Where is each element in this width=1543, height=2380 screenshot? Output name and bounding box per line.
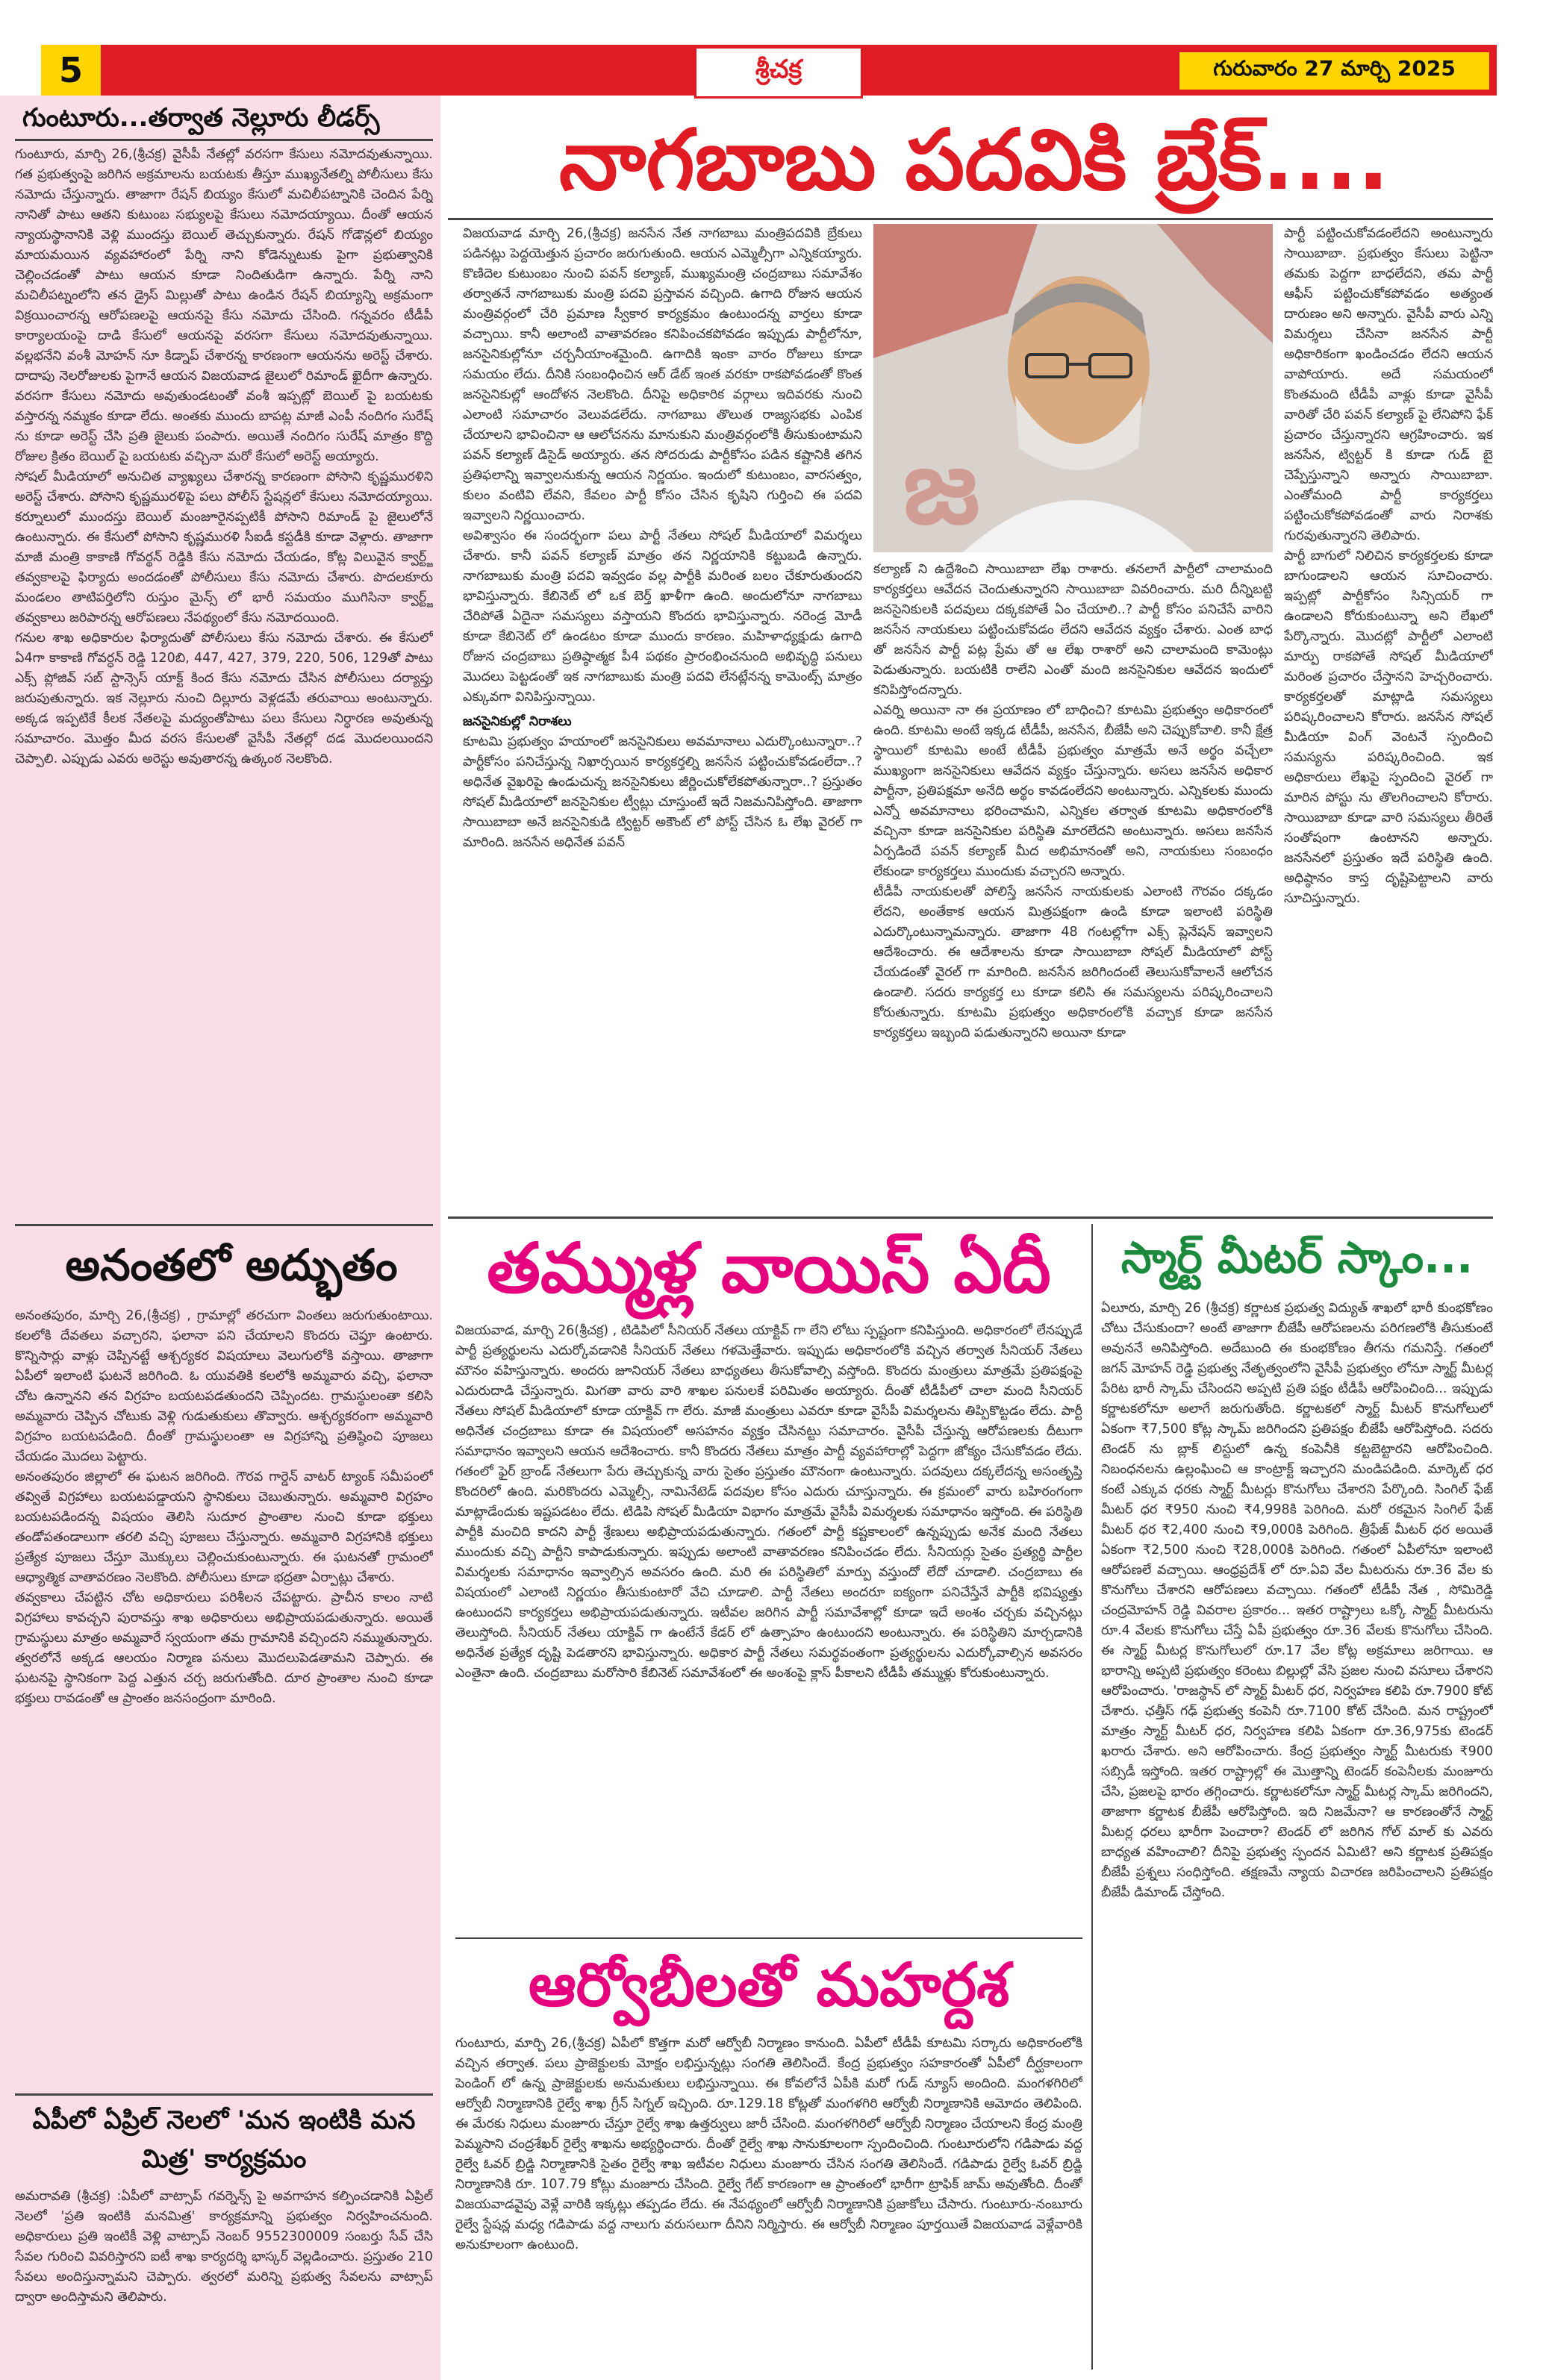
left-story-body: [15, 145, 433, 1219]
left-divider-1: [15, 1224, 433, 1226]
column-separator: [1091, 1224, 1093, 2370]
main-subhead: జనసైనికుల్లో నిరాశలు: [463, 714, 572, 729]
masthead-logo: శ్రీచక్ర: [694, 46, 863, 99]
left-story-para: గనుల శాఖ అధికారుల ఫిర్యాదుతో పోలీసులు కేసు నమోదు చేశారు. ఈ కేసులో ఏ4గా కాకాణి గోవర్ధన్ రెడ్డి 120బి, 447, 427, 379, 220, 506, 129తో పాటు ఎక్స్ ప్లోజివ్ సబ్ స్టాన్సెస్ యాక్ట్ కింద కేసు నమోదు చేసిన పోలీసులు దర్యాప్తు జరుపుతున్నారు. ఇక నెల్లూరు నుంచి దిల్లూరు వెళ్లడమే తరువాయి అంటున్నారు. అక్కడ ఇప్పటికే కీలక నేతలపై మద్యంతోపాటు పలు కేసులు నిర్ధారణ అవుతున్న సమాచారం. మొత్తం మీద వరస కేసులతో వైసీపీ నేతల్లో దడ మొదలయిందని చెప్పాలి. ఎప్పుడు ఎవరు అరెస్టు అవుతారన్న ఉత్కంఠ నెలకొంది.: [15, 631, 433, 766]
anantha-para: అనంతపురం జిల్లాలో ఈ ఘటన జరిగింది. గౌరవ గార్డెన్ వాటర్ ట్యాంక్ సమీపంలో తవ్వితే విగ్రహాలు బయటపడ్డాయని స్థానికులు చెబుతున్నారు. అమ్మవారి విగ్రహం బయటపడిందన్న విషయం తెలిసి సుదూర ప్రాంతాల నుంచి కూడా భక్తులు తండోపతండాలుగా తరలి వచ్చి పూజలు చేస్తున్నారు. అమ్మవారి విగ్రహానికి భక్తులు ప్రత్యేక పూజలు చేస్తూ మొక్కులు చెల్లించుకుంటున్నారు. ఈ ఘటనతో గ్రామంలో ఆధ్యాత్మిక వాతావరణం నెలకొంది. పోలీసులు కూడా భద్రతా ఏర్పాట్లు చేశారు.: [15, 1469, 433, 1585]
main-body-mid: [873, 560, 1273, 1209]
april-body: అమరావతి (శ్రీచక్ర) :ఏపీలో వాట్సాప్ గవర్నెన్స్ పై అవగాహన కల్పించడానికి ఏప్రిల్ నెలలో 'ప్రతి ఇంటికి మనమిత్ర' కార్యక్రమాన్ని ప్రభుత్వం నిర్వహించనుంది. అధికారులు ప్రతి ఇంటికీ వెళ్లి వాట్సాప్ నెంబర్ 9552300009 సంబర్తు సేవ్ చేసి సేవల గురించి వివరిస్తారని ఐటీ శాఖ కార్యదర్శి భాస్కర్ వెల్లడించారు. ప్రస్తుతం 210 సేవలు అందిస్తున్నామని చెప్పారు. త్వరలో మరిన్ని ప్రభుత్వ సేవలను వాట్సాప్ ద్వారా అందిస్తామని తెలిపారు.: [15, 2189, 433, 2305]
thammulla-headline: తమ్ముళ్ల వాయిస్ ఏదీ: [487, 1228, 1051, 1308]
main-body-para: టీడీపీ నాయకులతో పోలిస్తే జనసేన నాయకులకు ఎలాంటి గౌరవం దక్కడం లేదని, అంతేకాక ఆయన మిత్రపక్షంగా ఉండి కూడా ఇలాంటి పరిస్థితి ఎదుర్కొంటున్నామన్నారు. తాజాగా 48 గంటల్లోగా ఎక్స్ ప్లెనేషన్ ఇవ్వాలని ఆదేశించారు. ఈ ఆదేశాలను కూడా సాయిబాబా సోషల్ మీడియాలో పోస్ట్ చేయడంతో వైరల్ గా మారింది. జనసేన జరిగిందంటే తెలుసుకోవాలనే ఆలోచన ఉండాలి. సదరు కార్యకర్త లు కూడా కలిసి ఈ సమస్యలను పరిష్కరించాలని కోరుతున్నారు. కూటమి ప్రభుత్వం అధికారంలోకి వచ్చాక కూడా జనసేన కార్యకర్తలు ఇబ్బంది పడుతున్నారని అయినా కూడా: [873, 884, 1273, 1040]
main-body-para: అవిశ్వాసం ఈ సందర్భంగా పలు పార్టీ నేతలు సోషల్ మీడియాలో విమర్శలు చేశారు. కానీ పవన్ కల్యాణ్ మాత్రం తన నిర్ణయానికి కట్టుబడి ఉన్నారు. నాగబాబుకు మంత్రి పదవి ఇవ్వడం వల్ల పార్టీకి మరింత బలం చేకూరుతుందని భావిస్తున్నారు. కేబినెట్ లో ఒక బెర్త్ ఖాళీగా ఉంది. అందులోనూ నాగబాబు చేరిపోతే ఏదైనా సమస్యలు వస్తాయని కొందరు భావిస్తున్నారు. నరెండ్ర మోడీ కూడా కేబినెట్ లో ఉండటం కూడా ముందు కారణం. మహిళాధ్యక్షుడు ఉగాది రోజున చంద్రబాబు ప్రతిష్ఠాత్మక పీ4 పథకం ప్రారంభించనుంది అభివృద్ధి పనులు మొదలు పెట్టడంతో ఇక నాగబాబుకు మంత్రి పదవి లేనట్లేనన్న కామెంట్స్ మాత్రం ఎక్కువగా వినిపిస్తున్నాయి.: [463, 528, 862, 705]
left-headline-rule: [15, 139, 433, 141]
anantha-para: తవ్వకాలు చేపట్టిన చోట అధికారులు పరిశీలన చేపట్టారు. ప్రాచీన కాలం నాటి విగ్రహాలు కావచ్చని పురావస్తు శాఖ అధికారులు అభిప్రాయపడుతున్నారు. అయితే గ్రామస్థులు మాత్రం అమ్మవారే స్వయంగా తమ గ్రామానికి వచ్చిందని నమ్ముతున్నారు. త్వరలోనే అక్కడ ఆలయం నిర్మాణ పనులు మొదలుపెడతామని చెప్పారు. ఈ ఘటనపై స్థానికంగా పెద్ద ఎత్తున చర్చ జరుగుతోంది. దూర ప్రాంతాల నుంచి కూడా భక్తులు రావడంతో ఆ ప్రాంతం జనసంద్రంగా మారింది.: [15, 1590, 433, 1706]
anantha-body: [15, 1306, 433, 2082]
rob-headline: ఆర్వోబీలతో మహర్దశ: [528, 1950, 1010, 2020]
main-story-photo: [873, 224, 1273, 552]
main-headline: నాగబాబు పదవికి బ్రేక్....: [559, 112, 1389, 209]
left-story-para: గుంటూరు, మార్చి 26,(శ్రీచక్ర) వైసీపీ నేతల్లో వరసగా కేసులు నమోదవుతున్నాయి. గత ప్రభుత్వంపై జరిగిన అక్రమాలను బయటకు తీస్తూ ముఖ్యనేతల్ని పోలీసులు కేసు నమోదు చేస్తున్నారు. తాజాగా రేషన్ బియ్యం కేసులో మచిలీపట్నానికి చెందిన పేర్ని నానితో పాటు ఆతని కుటుంబ సభ్యులపై కేసులు నమోదయ్యాయి. దీంతో ఆయన న్యాయస్థానానికి వెళ్లి ముందస్తు బెయిల్ తెచ్చుకున్నారు. రేషన్ గోడౌన్లలో బియ్యం మాయమయిన వ్యవహారంలో పేర్ని నాని కోడెన్నుటుకు పైగా ప్రభుత్వానికి చెల్లించడంతో పాటు ఆయన కూడా నిందితుడిగా ఉన్నారు. పేర్ని నాని మచిలీపట్నంలోని తన డ్రైస్ మిల్లుతో పాటు ఉండిన రేషన్ బియ్యాన్ని అక్రమంగా విక్రయించారన్న ఆరోపణలపై ఆయనపై కేసు నమోదు చేసింది. గన్నవరం టీడీపీ కార్యాలయంపై దాడి కేసులో ఆయనపై వరసగా కేసులు నమోదవుతున్నాయి. వల్లభనేని వంశీ మోహన్ నూ కిడ్నాప్ చేశారన్న కారణంగా ఆయనను అరెస్ట్ చేశారు. దాదాపు నెలరోజులకు పైగానే ఆయన విజయవాడ జైలులో రిమాండ్ ఖైదీగా ఉన్నారు. వరసగా కేసులు నమోదు అవుతుండటంతో వంశీ ఇప్పట్లో బెయిల్ పై బయటకు వస్తారన్న నమ్మకం కూడా లేదు. అంతకు ముందు బాపట్ల మాజీ ఎంపీ నందిగం సురేష్ ను కూడా అరెస్ట్ చేసి ప్రతి జైలుకు పంపారు. అయితే నందిగం సురేష్ మాత్రం కొద్ది రోజుల క్రితం బెయిల్ పై బయటకు వచ్చినా మరో కేసులో అరెస్ట్ అయ్యారు.: [15, 147, 433, 464]
rob-top-rule: [455, 1937, 1082, 1939]
svg-text:జ: జ: [903, 426, 980, 548]
left-story-headline: గుంటూరు...తర్వాత నెల్లూరు లీడర్స్: [22, 103, 380, 133]
main-body-para: విజయవాడ మార్చి 26,(శ్రీచక్ర) జనసేన నేత నాగబాబు మంత్రిపదవికి బ్రేకులు పడినట్లు పెద్దయెత్తున ప్రచారం జరుగుతుంది. ఆయన ఎమ్మెల్సీగా ఎన్నికయ్యారు. కొణిదెల కుటుంబం నుంచి పవన్ కల్యాణ్, ముఖ్యమంత్రి చంద్రబాబు సమావేశం తర్వాతనే నాగబాబుకు మంత్రి పదవి ప్రస్తావన వచ్చింది. ఉగాది రోజున ఆయన మంత్రివర్గంలో చేరి ప్రమాణ స్వీకార కార్యక్రమం ఉంటుందన్న వార్తలు కూడా వచ్చాయి. కానీ అలాంటి వాతావరణం కనిపించకపోవడం ఇప్పుడు పార్టీలోనూ, జనసైనికుల్లోనూ చర్చనీయాంశమైంది. ఉగాదికి ఇంకా వారం రోజులు కూడా సమయం లేదు. దీనికి సంబంధించిన ఆర్ డేట్ ఇంత వరకూ రాకపోవడంతో కొంత జనసైనికుల్లో ఆందోళన నెలకొంది. దీనిపై అధికారిక వర్గాలు ఇదివరకు నుంచి ఎలాంటి సమాచారం వెలువడలేదు. నాగబాబు తొలుత రాజ్యసభకు ఎంపిక చేయాలని భావించినా ఆ ఆలోచనను మానుకుని మంత్రివర్గంలోకి తీసుకుంటామని పవన్ కల్యాణ్ డిసైడ్ అయ్యారు. తన సోదరుడు పార్టీకోసం పడిన కష్టానికి తగిన ప్రతిఫలాన్ని ఇవ్వాలనుకున్న ఆయన నిర్ణయం. ఇందులో కుటుంబం, వారసత్వం, కులం వంటివి లేవని, కేవలం పార్టీ కోసం చేసిన కృషిని గుర్తించి ఈ పదవి ఇవ్వాలని నిర్ణయించారు.: [463, 226, 862, 523]
smartmeter-body: ఏలూరు, మార్చి 26 (శ్రీచక్ర) కర్ణాటక ప్రభుత్వ విద్యుత్ శాఖలో భారీ కుంభకోణం చోటు చేసుకుందా? అంటే తాజాగా బీజేపీ ఆరోపణలను పరిగణలోకి తీసుకుంటే అవుననే అనిపిస్తోంది. అదేబుంది ఈ కుంభకోణం తీగను గమనిస్తే. గతంలో జగన్ మోహన్ రెడ్డి ప్రభుత్వ నేతృత్వంలోని వైసీపీ ప్రభుత్వం లోనూ స్మార్ట్ మీటర్ల పేరిట భారీ స్కామ్ చేసిందని అప్పటి ప్రతి పక్షం టీడీపీ ఆరోపించింది... ఇప్పుడు కర్ణాటకలోనూ అలాగే జరుగుతోంది. కర్ణాటకలో స్మార్ట్ మీటర్ కొనుగోలులో ఏకంగా ₹7,500 కోట్ల స్కామ్ జరిగిందని ప్రతిపక్షం బీజేపీ ఆరోపిస్తోంది. సదరు టెండర్ ను బ్లాక్ లిస్టులో ఉన్న కంపెనీకి కట్టబెట్టారని ఆరోపించింది. నిబంధనలను ఉల్లంఘించి ఆ కాంట్రాక్ట్ ఇచ్చారని మండిపడింది. మార్కెట్ ధర కంటే ఎక్కువ ధరకు స్మార్ట్ మీటర్లు కొనుగోలు చేశారని పేర్కొంది. సింగిల్ ఫేజ్ మీటర్ ధర ₹950 నుంచి ₹4,998కి పెరిగింది. మరో రకమైన సింగిల్ ఫేజ్ మీటర్ ధర ₹2,400 నుంచి ₹9,000కి పెరిగింది. త్రీఫేజ్ మీటర్ ధర అయితే ఏకంగా ₹2,500 నుంచి ₹28,000కి పెరిగింది. గతంలో ఏపీలోనూ ఇలాంటి ఆరోపణలే వచ్చాయి. ఆంధ్రప్రదేశ్ లో రూ.ఏవి వేల మీటరును రూ.36 వేల కు కొనుగోలు చేశారని ఆరోపణలు వచ్చాయి. గతంలో టీడీపీ నేత , సోమిరెడ్డి చంద్రమోహన్ రెడ్డి వివరాల ప్రకారం... ఇతర రాష్ట్రాలు ఒక్కో స్మార్ట్ మీటరును రూ.4 వేలకు కొనుగోలు చేస్తే ఏపీ ప్రభుత్వం రూ.36 వేలకు కొనుగోలు చేసింది. ఈ స్మార్ట్ మీటర్ల కొనుగోలులో రూ.17 వేల కోట్ల అక్రమాలు జరిగాయి. ఆ భారాన్ని అప్పటి ప్రభుత్వం కరెంటు బిల్లుల్లో వేసి ప్రజల నుంచి వసూలు చేశారని ఆరోపించారు. 'రాజస్థాన్ లో స్మార్ట్ మీటర్ ధర, నిర్వహణ కలిపి రూ.7900 కోట్ చేశారు. ఛత్తీస్ గఢ్ ప్రభుత్వ కంపెనీ రూ.7100 కోట్ చేసింది. మన రాష్ట్రంలో మాత్రం స్మార్ట్ మీటర్ ధర, నిర్వహణ కలిపి ఏకంగా రూ.36,975కు టెండర్ ఖరారు చేశారు. అని ఆరోపించారు. కేంద్ర ప్రభుత్వం స్మార్ట్ మీటరుకు ₹900 సబ్సిడీ ఇస్తోంది. ఇతర రాష్ట్రాల్లో ఈ మొత్తాన్ని టెండర్ కంపెనీలకు మంజూరు చేసి, ప్రజలపై భారం తగ్గించారు. కర్ణాటకలోనూ స్మార్ట్ మీటర్ల స్కామ్ జరిగిందని, తాజాగా కర్ణాటక బీజేపీ ఆరోపిస్తోంది. ఇది నిజమేనా? ఆ కారణంతోనే స్మార్ట్ మీటర్ల ధరలు భారీగా పెంచారా? టెండర్ లో జరిగిన గోల్ మాల్ కు ఎవరు బాధ్యత వహించాలి? దీనిపై ప్రభుత్వ స్పందన ఏమిటి? అని కర్ణాటక ప్రతిపక్షం బీజేపీ ప్రశ్నలు సంధిస్తోంది. తక్షణమే న్యాయ విచారణ జరిపించాలని ప్రతిపక్షం బీజేపీ డిమాండ్ చేస్తోంది.: [1101, 1301, 1493, 1900]
anantha-para: అనంతపురం, మార్చి 26,(శ్రీచక్ర) , గ్రామాల్లో తరచుగా వింతలు జరుగుతుంటాయి. కలలోకి దేవతలు వచ్చారని, ఫలానా పని చేయాలని కొందరు చెప్తూ ఉంటారు. కొన్నిసార్లు వాళ్లు చెప్పినట్టే ఆశ్చర్యకర విషయాలు వెలుగులోకి వస్తాయి. తాజాగా ఏపీలో ఇలాంటి ఘటనే జరిగింది. ఓ యువతికి కలలోకి అమ్మవారు వచ్చి, ఫలానా చోట ఉన్నానని తన విగ్రహం బయటపడతుందని చెప్పిందట. గ్రామస్థులంతా కలిసి అమ్మవారు చెప్పిన చోటుకు వెళ్లి గుడుతుకులు తొవ్వారు. ఆశ్చర్యకరంగా అమ్మవారి విగ్రహం బయటపడింది. దీంతో గ్రామస్థులంతా ఆ విగ్రహాన్ని ప్రతిష్ఠించి పూజలు చేయడం మొదలు పెట్టారు.: [15, 1308, 433, 1464]
main-body-para: పార్టీ పట్టించుకోవడంలేదని అంటున్నారు సాయిబాబా. ప్రభుత్వం కేసులు పెట్టినా తమకు పెద్దగా బాధలేదని, తమ పార్టీ ఆఫీస్ పట్టించుకోకపోవడం అత్యంత దారుణం అని అన్నారు. వైసీపీ వారు ఎన్ని విమర్శలు చేసినా జనసేన పార్టీ అధికారికంగా ఖండించడం లేదని ఆయన వాపోయారు. అదే సమయంలో కొంతమంది టీడీపీ వాళ్లు కూడా వైసీపీ వారితో చేరి పవన్ కల్యాణ్ పై లేనిపోని ఫేక్ ప్రచారం చేస్తున్నారని ఆగ్రహించారు. ఇక జనసేన, ట్విట్టర్ కి కూడా గుడ్ బై చెప్పేస్తున్నాని అన్నారు సాయిబాబా. ఎంతోమంది పార్టీ కార్యకర్తలు పట్టించుకోకపోవడంతో వారు నిరాశకు గురవుతున్నారని తెలిపారు.: [1284, 226, 1493, 543]
portrait-illustration: [873, 224, 1273, 552]
main-body-para: కూటమి ప్రభుత్వం హయాంలో జనసైనికులు అవమానాలు ఎదుర్కొంటున్నారా..? పార్టీకోసం పనిచేస్తున్న నిఖార్సయిన కార్యకర్తల్ని జనసేన పట్టించుకోవడంలేదా..? అధినేత వైఖరిపై ఉండుచున్న జనసైనికులు జీర్ణించుకోలేకపోతున్నారా..? ప్రస్తుతం సోషల్ మీడియాలో జనసైనికుల ట్వీట్లు చూస్తుంటే ఇదే నిజమనిపిస్తోంది. తాజాగా సాయిబాబా అనే జనసైనికుడి ట్విట్టర్ అకౌంట్ లో పోస్ట్ చేసిన ఓ లేఖ వైరల్ గా మారింది. జనసేన అధినేత పవన్: [463, 734, 862, 850]
rob-body: గుంటూరు, మార్చి 26,(శ్రీచక్ర) ఏపీలో కొత్తగా మరో ఆర్వోబీ నిర్మాణం కానుంది. ఏపీలో టీడీపీ కూటమి సర్కారు అధికారంలోకి వచ్చిన తర్వాత. పలు ప్రాజెక్టులకు మోక్షం లభిస్తున్నట్లు సంగతి తెలిసిందే. కేంద్ర ప్రభుత్వం సహకారంతో ఏపీలో దీర్ఘకాలంగా పెండింగ్ లో ఉన్న ప్రాజెక్టులకు అనుమతులు లభిస్తున్నాయి. ఈ కోవలోనే ఏపీకి మరో గుడ్ న్యూస్ అందింది. మంగళగిరిలో ఆర్వోబీ నిర్మాణానికి రైల్వే శాఖ గ్రీన్ సిగ్నల్ ఇచ్చింది. రూ.129.18 కోట్లతో మంగళగిరి ఆర్వోబీ నిర్మాణానికి ఆమోదం తెలిపింది. ఈ మేరకు నిధులు మంజూరు చేస్తూ రైల్వే శాఖ ఉత్తర్వులు జారీ చేసింది. మంగళగిరిలో ఆర్వోబీ నిర్మాణం చేయాలని కేంద్ర మంత్రి పెమ్మసాని చంద్రశేఖర్ రైల్వే శాఖను అభ్యర్థించారు. దీంతో రైల్వే శాఖ సానుకూలంగా స్పందించింది. గుంటూరులోని గడిపాడు వద్ద రైల్వే ఓవర్ బ్రిడ్జి నిర్మాణానికి సైతం రైల్వే శాఖ ఇటీవల నిధులు మంజూరు చేసిన సంగతి తెలిసిందే. గడిపాడు రైల్వే ఓవర్ బ్రిడ్జి నిర్మాణానికి రూ. 107.79 కోట్లు మంజూరు చేసింది. రైల్వే గేట్ కారణంగా ఆ ప్రాంతంలో భారీగా ట్రాఫిక్ జామ్ అవుతోంది. దీంతో విజయవాడవైపు వెళ్లే వారికి ఇక్కట్లు తప్పడం లేదు. ఈ నేపథ్యంలో ఆర్వోబీ నిర్మాణానికి ప్రజాకోలు చేసారు. గుంటూరు-నంబూరు రైల్వే స్టేషన్ల మధ్య గడిపాడు వద్ద నాలుగు వరుసలుగా దీనిని నిర్మిస్తారు. ఈ ఆర్వోబీ నిర్మాణం పూర్తయితే విజయవాడ వెళ్లేవారికి అనుకూలంగా ఉంటుంది.: [455, 2036, 1082, 2252]
main-body-left: [463, 224, 862, 1209]
anantha-headline: అనంతలో అద్భుతం: [65, 1240, 398, 1290]
thammulla-body: విజయవాడ, మార్చి 26(శ్రీచక్ర) , టిడిపిలో సీనియర్ నేతలు యాక్టివ్ గా లేని లోటు స్పష్టంగా కనిపిస్తుంది. అధికారంలో లేనప్పుడే పార్టీ ప్రత్యర్థులను ఎదుర్కోవడానికి సీనియర్ నేతలు గళమెత్తేవారు. ఇప్పుడు అధికారంలోకి వచ్చిన తర్వాత సీనియర్ నేతలు మౌనం వహిస్తున్నారు. అందరు జూనియర్ నేతలు బాధ్యతలు తీసుకోవాల్సి వస్తోంది. కొందరు మంత్రులు మాత్రమే ప్రతిపక్షంపై ఎదురుదాడి చేస్తున్నారు. మిగతా వారు వారి శాఖల పనులకే పరిమితం అయ్యారు. దీంతో టీడీపీలో చాలా మంది సీనియర్ నేతలు సోషల్ మీడియాలో కూడా యాక్టివ్ గా లేరు. మాజీ మంత్రులు ఎవరూ కూడా వైసీపీ విమర్శలను తిప్పికొట్టడం లేదు. పార్టీ అధినేత చంద్రబాబు కూడా ఈ విషయంలో అసహనం వ్యక్తం చేసినట్టు సమాచారం. వైసీపీ చేస్తున్న ఆరోపణలకు దీటుగా సమాధానం ఇవ్వాలని ఆయన ఆదేశించారు. కానీ కొందరు నేతలు మాత్రం పార్టీ వ్యవహారాల్లో పెద్దగా జోక్యం చేసుకోవడం లేదు. గతంలో ఫైర్ బ్రాండ్ నేతలుగా పేరు తెచ్చుకున్న వారు సైతం ప్రస్తుతం మౌనంగా ఉంటున్నారు. పదవులు దక్కలేదన్న అసంతృప్తి కొందరిలో ఉంది. మరికొందరు ఎమ్మెల్సీ, నామినేటెడ్ పదవుల కోసం ఎదురు చూస్తున్నారు. ఈ క్రమంలో వారు బహిరంగంగా మాట్లాడేందుకు ఇష్టపడటం లేదు. టిడిపి సోషల్ మీడియా విభాగం మాత్రమే వైసీపీ విమర్శలకు సమాధానం ఇస్తోంది. ఈ పరిస్థితి పార్టీకి మంచిది కాదని పార్టీ శ్రేణులు అభిప్రాయపడుతున్నారు. గతంలో పార్టీ కష్టకాలంలో ఉన్నప్పుడు అనేక మంది నేతలు ముందుకు వచ్చి పార్టీని కాపాడుకున్నారు. ఇప్పుడు అలాంటి వాతావరణం కనిపించడం లేదు. సీనియర్లు సైతం ప్రత్యర్థి పార్టీల విమర్శలకు సమాధానం ఇవ్వాల్సిన అవసరం ఉంది. మరి ఈ పరిస్థితిలో మార్పు వస్తుందో లేదో చూడాలి. చంద్రబాబు ఈ విషయంలో ఎలాంటి నిర్ణయం తీసుకుంటారో వేచి చూడాలి. పార్టీ నేతలు అందరూ ఐక్యంగా పనిచేస్తేనే పార్టీకి భవిష్యత్తు ఉంటుందని కార్యకర్తలు అభిప్రాయపడుతున్నారు. ఇటీవల జరిగిన పార్టీ సమావేశాల్లో కూడా ఇదే అంశం చర్చకు వచ్చినట్లు తెలుస్తోంది. సీనియర్ నేతలు యాక్టివ్ గా ఉంటేనే కేడర్ లో ఉత్సాహం ఉంటుందని అంటున్నారు. ఈ పరిస్థితిని మార్చడానికి అధినేత ప్రత్యేక దృష్టి పెడతారని భావిస్తున్నారు. అధికార పార్టీ నేతలు సమర్థవంతంగా ప్రత్యర్థులను ఎదుర్కోవాల్సిన అవసరం ఎంతైనా ఉంది. చంద్రబాబు మరోసారి కేబినెట్ సమావేశంలో ఈ అంశంపై క్లాస్ పీకాలని టీడీపీ తమ్ముళ్లు కోరుకుంటున్నారు.: [455, 1323, 1082, 1681]
left-story-para: సోషల్ మీడియాలో అనుచిత వ్యాఖ్యలు చేశారన్న కారణంగా పోసాని కృష్ణమురళిని అరెస్ట్ చేశారు. పోసాని కృష్ణమురళిపై పలు పోలీస్ స్టేషన్లలో కేసులు నమోదయ్యాయి. కర్నూలులో ముందస్తు బెయిల్ మంజూరైనప్పటికీ పోసాని రిమాండ్ పై జైలులోనే ఉంటున్నారు. ఈ కేసులో పోసాని కృష్ణమురళి సీఐడీ కస్టడీకి కూడా వెళ్లారు. తాజాగా మాజీ మంత్రి కాకాణి గోవర్థన్ రెడ్డికి కేసు నమోదు చేయడం, కోట్ల విలువైన క్వార్ట్జ్ తవ్వకాలపై ఫిర్యాదు అందడంతో పోలీసులు కేసు నమోదు చేశారు. పొదలకూరు మండలం తాటిపర్తిలోని రుస్తుం మైన్స్ లో భారీ సమయం ముగిసినా క్వార్ట్జ్ తవ్వకాలు జరిపారన్న ఆరోపణలు నేపథ్యంలో కేసు నమోదయింది.: [15, 469, 433, 625]
smartmeter-headline: స్మార్ట్ మీటర్ స్కాం...: [1120, 1232, 1474, 1283]
left-divider-2: [15, 2093, 433, 2096]
main-body-right: [1284, 224, 1493, 1209]
main-headline-rule: [448, 218, 1493, 220]
main-body-para: పార్టీ బాగులో నిలిచిన కార్యకర్తలకు కూడా బాగుండాలని ఆయన సూచించారు. ఇప్పట్లో పార్టీకోసం సిన్సియర్ గా ఉండాలని కోరుకుంటున్నా అని లేఖలో పేర్కొన్నారు. మొదట్లో పార్టీలో ఎలాంటి మార్పు రాకపోతే సోషల్ మీడియాలో మరింత ప్రచారం చేస్తానని హెచ్చరించారు. కార్యకర్తలతో మాట్లాడి సమస్యలు పరిష్కరించాలని కోరారు. జనసేన సోషల్ మీడియా వింగ్ వెంటనే స్పందించి సమస్యను పరిష్కరించింది. ఇక అధికారులు లేఖపై స్పందించి వైరల్ గా మారిన పోస్టు ను తొలగించాలని కోరారు. సాయిబాబా కూడా వారి సమస్యలు తీరితే సంతోషంగా ఉంటానని అన్నారు. జనసేనలో ప్రస్తుతం ఇదే పరిస్థితి ఉంది. అధిష్ఠానం కాస్త దృష్టిపెట్టాలని వారు సూచిస్తున్నారు.: [1284, 549, 1493, 906]
april-headline: ఏపీలో ఏప్రిల్ నెలలో 'మన ఇంటికి మన మిత్ర' కార్యక్రమం: [32, 2105, 416, 2174]
main-body-para: కల్యాణ్ ని ఉద్దేశించి సాయిబాబా లేఖ రాశారు. తనలాగే పార్టీలో చాలామంది కార్యకర్తలు ఆవేదన చెందుతున్నారని సాయిబాబా వివరించారు. మరి దీన్నిబట్టి జనసైనికులకి పదవులు దక్కకపోతే ఏం చేయాలి..? పార్టీ కోసం పనిచేసే వారిని జనసేన నాయకులు పట్టించుకోవడం లేదని ఆవేదన వ్యక్తం చేశారు. ఎంత బాధ తో జనసేన పార్టీ పట్ల ప్రేమ తో ఆ లేఖ రాశారో అని చాలామంది కామెంట్లు పెడుతున్నారు. బయటికి రాలేని ఎంతో మంది జనసైనికుల ఆవేదన ఇందులో కనిపిస్తోందన్నారు.: [873, 562, 1273, 698]
masthead-date: గురువారం 27 మార్చి 2025: [1179, 52, 1489, 90]
main-body-para: ఎవర్ని అయినా నా ఈ ప్రయాణం లో బాధించి? కూటమి ప్రభుత్వం అధికారంలో ఉంది. కూటమి అంటే ఇక్కడ టీడీపీ, జనసేన, బీజేపీ అని చెప్పుకోవాలి. కానీ క్షేత్ర స్థాయిలో కూటమి అంటే టీడీపీ ప్రభుత్వం మాత్రమే అనే అర్థం వచ్చేలా ముఖ్యంగా జనసైనికులు ఆవేదన వ్యక్తం చేస్తున్నారు. అసలు జనసేన అధికార పార్టీనా, ప్రతిపక్షమా అనేది అర్థం కావడంలేదని అంటున్నారు. ఎన్నికలకు ముందు ఎన్నో అవమానాలు భరించామని, ఎన్నికల తర్వాత కూటమి అధికారంలోకి వచ్చినా కూడా జనసైనికుల పరిస్థితి మారలేదని అంటున్నారు. అసలు జనసేన ఏర్పడిందే పవన్ కల్యాణ్ మీద అభిమానంతో అని, నాయకులు సంబంధం లేకుండా కార్యకర్తలు ముందుకు వచ్చారని అన్నారు.: [873, 703, 1273, 879]
page-number: 5: [41, 45, 101, 96]
